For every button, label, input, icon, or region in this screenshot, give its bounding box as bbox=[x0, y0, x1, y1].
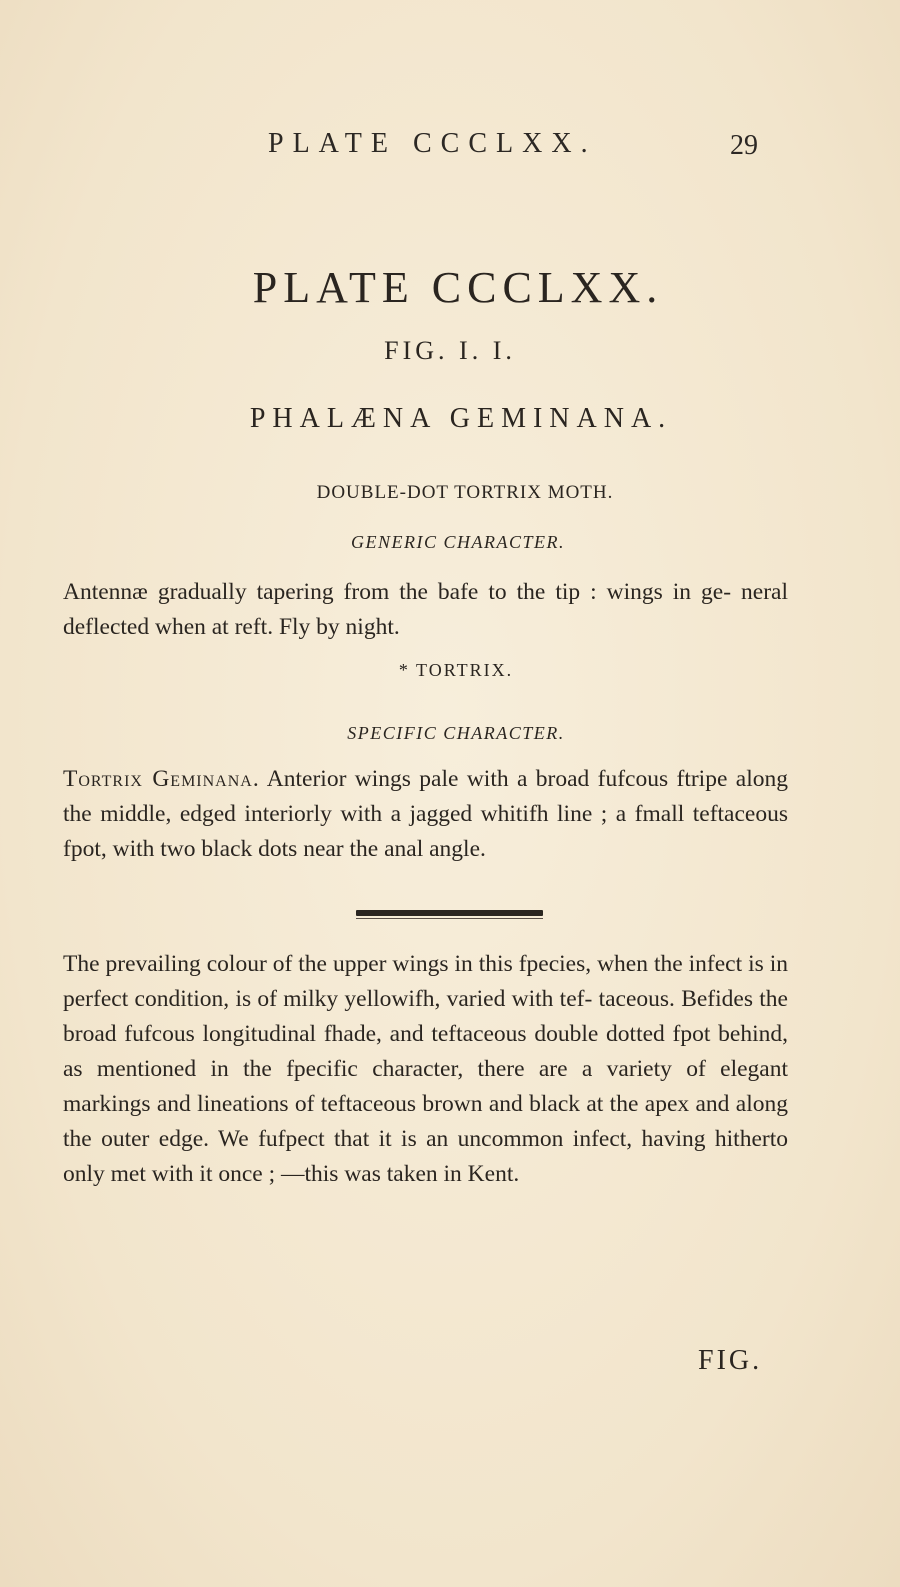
generic-character-text bbox=[63, 575, 788, 645]
genus-label: * TORTRIX. bbox=[398, 660, 514, 680]
section-divider bbox=[356, 910, 543, 916]
page-number: 29 bbox=[730, 130, 758, 161]
common-name: DOUBLE-DOT TORTRIX MOTH. bbox=[316, 482, 614, 503]
description-text bbox=[63, 947, 788, 1192]
catchword: FIG. bbox=[698, 1345, 763, 1376]
plate-title: PLATE CCCLXX. bbox=[252, 263, 664, 312]
specific-character-heading: SPECIFIC CHARACTER. bbox=[347, 723, 565, 743]
generic-character-paragraph: Antennæ gradually tapering from the bafe to the tip : wings in ge- neral deflected when at reft. Fly by night. bbox=[63, 579, 788, 640]
specific-body: Anterior wings pale with a broad fufcous ftripe along the middle, edged interiorly with a jagged whitifh line ; a fmall teftaceous fpot, with two black dots near the anal angle. bbox=[63, 766, 788, 862]
generic-character-heading: GENERIC CHARACTER. bbox=[351, 532, 565, 552]
figure-label: FIG. I. I. bbox=[384, 336, 516, 365]
running-head-title: PLATE CCCLXX. bbox=[268, 128, 597, 159]
specific-character-paragraph bbox=[63, 762, 788, 867]
description-paragraph: The prevailing colour of the upper wings in this fpecies, when the infect is in perfect condition, is of milky yellowifh, varied with tef- taceous. Befides the broad fufcous longitudinal fhade, and teftaceous double dotted fpot behind, as mentioned in the fpecific character, there are a variety of elegant markings and lineations of teftaceous brown and black at the apex and along the outer edge. We fufpect that it is an uncommon infect, having hitherto only met with it once ; —this was taken in Kent. bbox=[63, 951, 788, 1187]
species-name: PHALÆNA GEMINANA. bbox=[249, 403, 673, 434]
specific-lead: Tortrix Geminana. bbox=[63, 766, 260, 792]
specific-character-text bbox=[63, 762, 788, 867]
